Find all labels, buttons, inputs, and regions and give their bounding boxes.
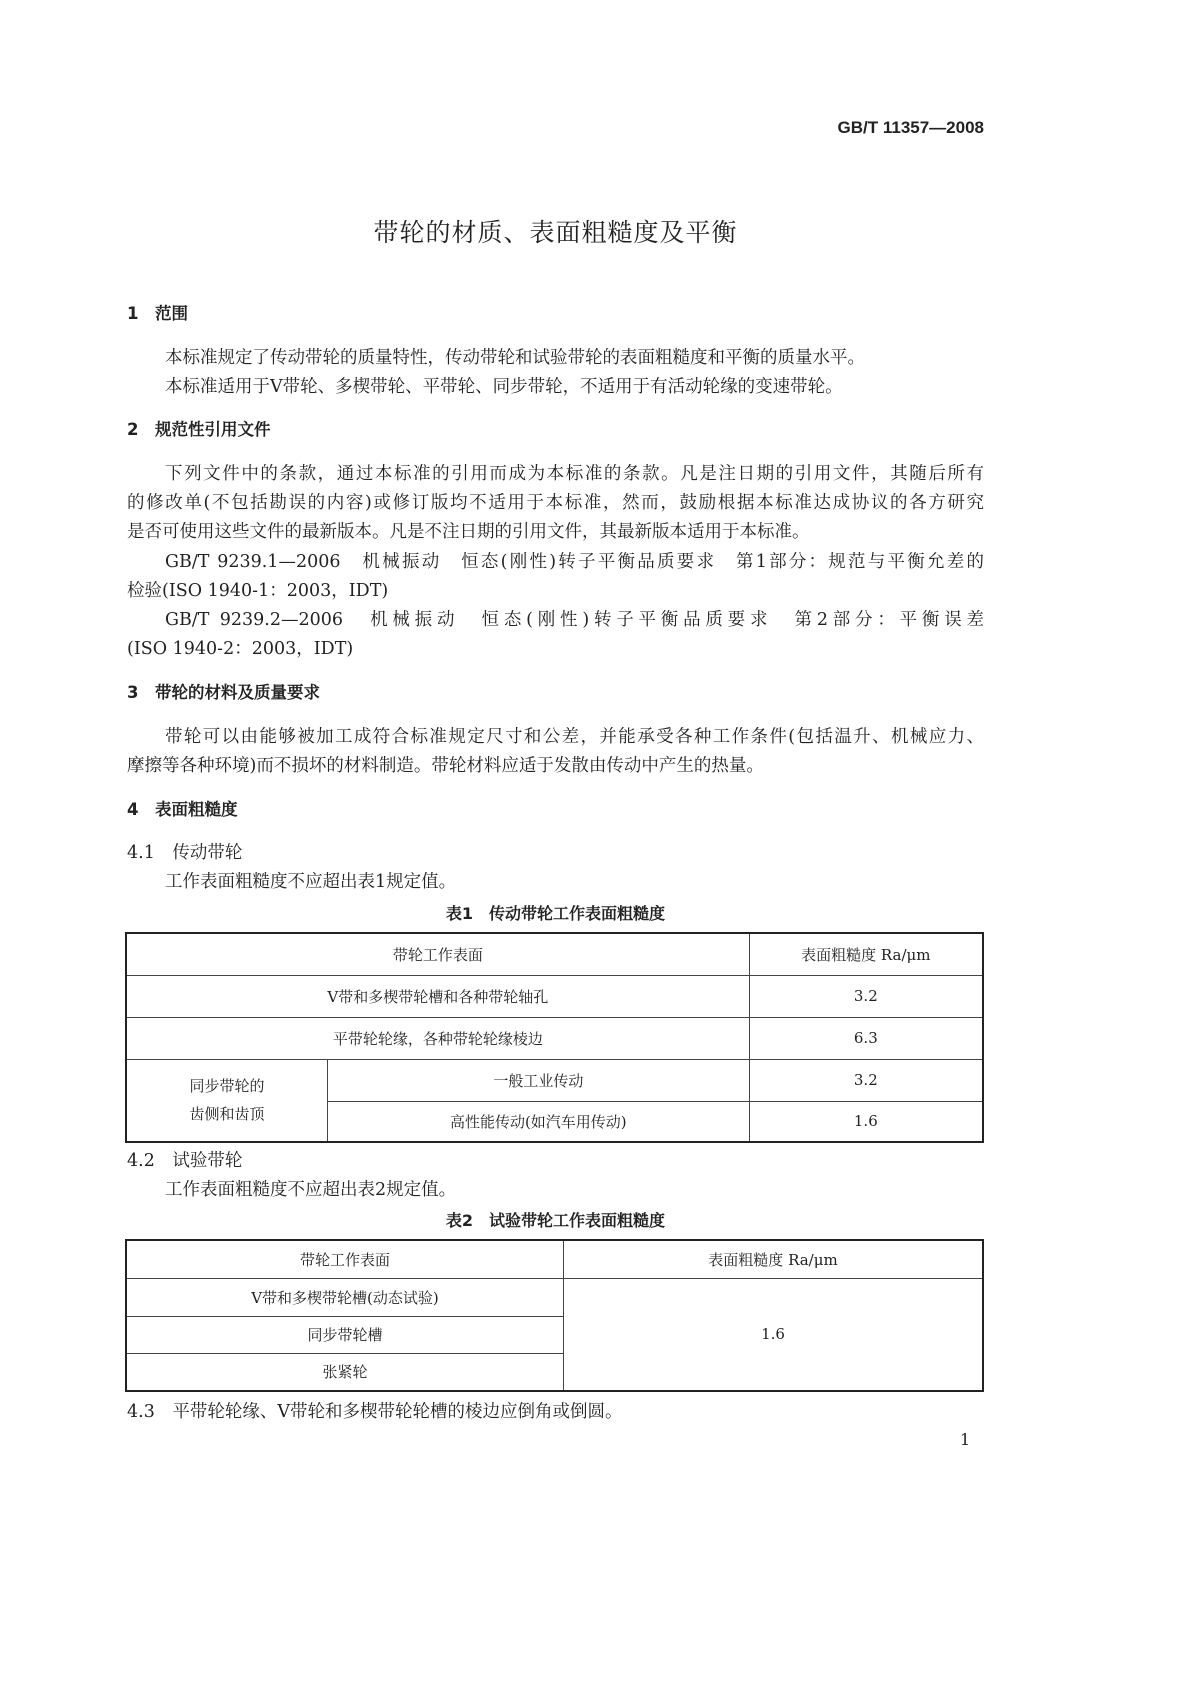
- cell-surface: 张紧轮: [126, 1353, 564, 1391]
- reference-1-cont: 检验(ISO 1940-1：2003，IDT): [127, 581, 389, 601]
- cell-surface: 同步带轮槽: [126, 1316, 564, 1353]
- group-label-line: 齿侧和齿顶: [189, 1105, 265, 1124]
- paragraph-line: 的修改单(不包括勘误的内容)或修订版均不适用于本标准，然而，鼓励根据本标准达成协议的各方研究: [127, 493, 984, 513]
- cell-ra: 6.3: [749, 1017, 983, 1059]
- table-row: [126, 1017, 983, 1059]
- page-title: 带轮的材质、表面粗糙度及平衡: [373, 218, 738, 247]
- table-row: [126, 1278, 983, 1316]
- paragraph-line: 带轮可以由能够被加工成符合标准规定尺寸和公差，并能承受各种工作条件(包括温升、机械应力、: [165, 727, 984, 747]
- table-1: [125, 932, 984, 1143]
- table-header: 表面粗糙度 Ra/μm: [749, 933, 983, 975]
- table-1-caption: 表1 传动带轮工作表面粗糙度: [445, 904, 666, 923]
- cell-surface: V带和多楔带轮槽和各种带轮轴孔: [126, 975, 749, 1017]
- paragraph-line: 摩擦等各种环境)而不损坏的材料制造。带轮材料应适于发散由传动中产生的热量。: [127, 756, 764, 776]
- cell-surface: 一般工业传动: [328, 1059, 750, 1101]
- cell-ra: 3.2: [749, 1059, 983, 1101]
- paragraph: 本标准适用于V带轮、多楔带轮、平带轮、同步带轮，不适用于有活动轮缘的变速带轮。: [165, 377, 843, 397]
- paragraph-line: 下列文件中的条款，通过本标准的引用而成为本标准的条款。凡是注日期的引用文件，其随后所有: [165, 464, 984, 484]
- table-header: 表面粗糙度 Ra/μm: [564, 1240, 984, 1278]
- standard-number: GB/T 11357—2008: [837, 118, 984, 137]
- group-label-line: 同步带轮的: [189, 1077, 265, 1096]
- paragraph-line: 是否可使用这些文件的最新版本。凡是不注日期的引用文件，其最新版本适用于本标准。: [127, 522, 810, 542]
- paragraph: 工作表面粗糙度不应超出表2规定值。: [165, 1180, 457, 1200]
- section-4-2-heading: 4.2 试验带轮: [127, 1151, 243, 1171]
- cell-surface: 平带轮轮缘，各种带轮轮缘棱边: [126, 1017, 749, 1059]
- reference-2: GB/T 9239.2—2006 机械振动 恒态(刚性)转子平衡品质要求 第2部分：平衡误差: [165, 610, 984, 630]
- reference-1: GB/T 9239.1—2006 机械振动 恒态(刚性)转子平衡品质要求 第1部分：规范与平衡允差的: [165, 552, 984, 572]
- cell-ra: 3.2: [749, 975, 983, 1017]
- table-header: 带轮工作表面: [126, 1240, 564, 1278]
- table-2-caption: 表2 试验带轮工作表面粗糙度: [445, 1211, 666, 1230]
- cell-ra: 1.6: [749, 1101, 983, 1142]
- section-1-heading: 1 范围: [127, 304, 188, 323]
- section-3-heading: 3 带轮的材料及质量要求: [127, 683, 320, 702]
- paragraph: 本标准规定了传动带轮的质量特性，传动带轮和试验带轮的表面粗糙度和平衡的质量水平。: [165, 348, 865, 368]
- cell-surface: V带和多楔带轮槽(动态试验): [126, 1278, 564, 1316]
- table-2: [125, 1239, 984, 1392]
- page-number: 1: [960, 1430, 971, 1449]
- table-row: [126, 975, 983, 1017]
- section-4-1-heading: 4.1 传动带轮: [127, 843, 243, 863]
- reference-2-cont: (ISO 1940-2：2003，IDT): [127, 639, 354, 659]
- paragraph: 工作表面粗糙度不应超出表1规定值。: [165, 872, 457, 892]
- table-header: 带轮工作表面: [126, 933, 749, 975]
- cell-group-label: [126, 1059, 328, 1142]
- table-row: [126, 1059, 983, 1101]
- section-4-heading: 4 表面粗糙度: [127, 800, 238, 819]
- cell-surface: 高性能传动(如汽车用传动): [328, 1101, 750, 1142]
- section-4-3: 4.3 平带轮轮缘、V带轮和多楔带轮轮槽的棱边应倒角或倒圆。: [127, 1402, 623, 1422]
- section-2-heading: 2 规范性引用文件: [127, 420, 271, 439]
- cell-ra: 1.6: [564, 1278, 984, 1391]
